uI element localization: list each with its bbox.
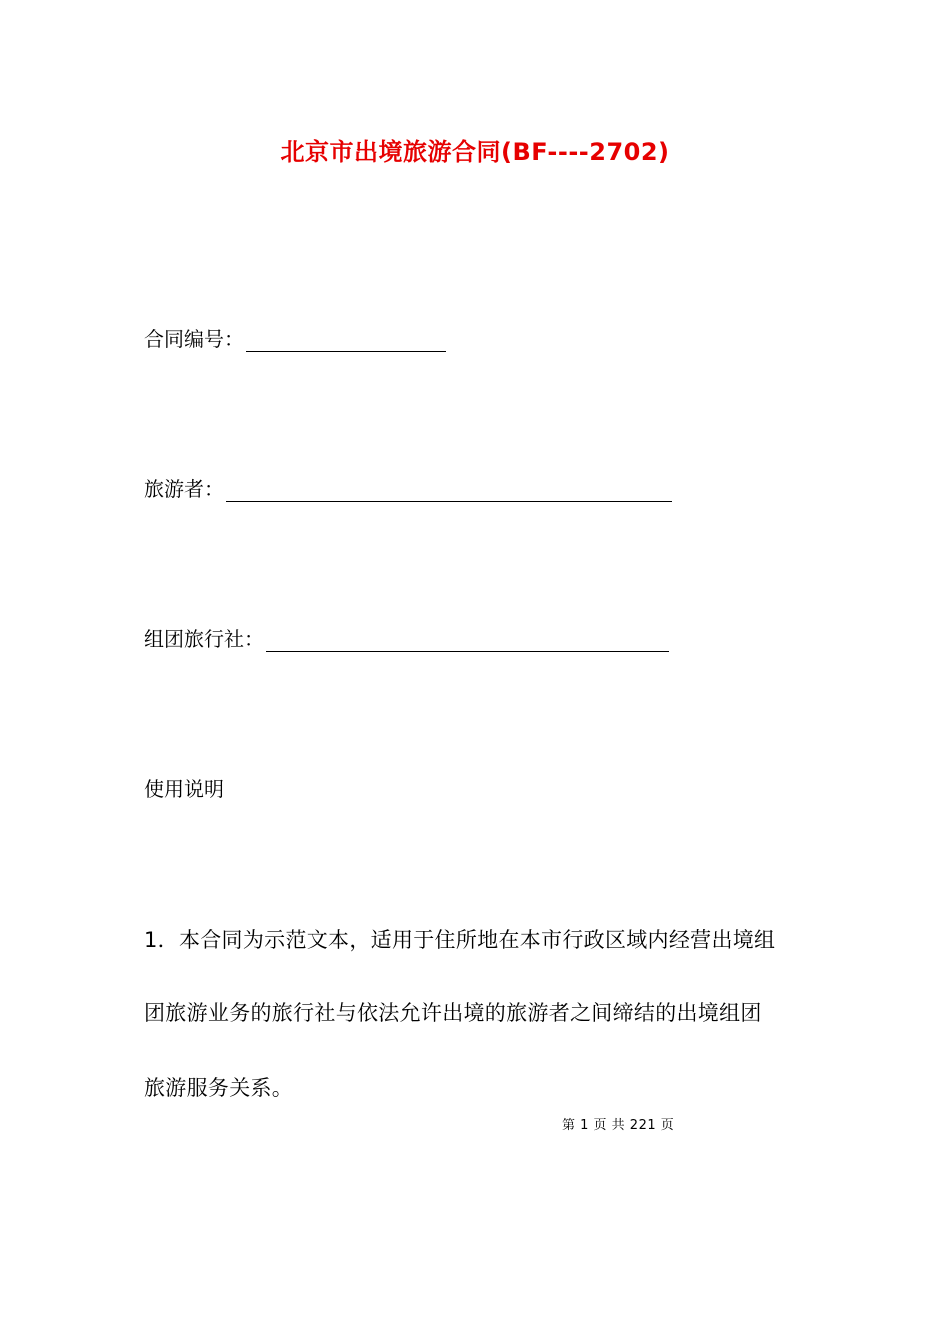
traveler-field (144, 472, 672, 502)
document-title: 北京市出境旅游合同(BF----2702) (280, 138, 670, 166)
contract-number-label: 合同编号： (144, 327, 244, 351)
instructions-heading: 使用说明 (144, 777, 224, 801)
page-number-footer: 第 1 页 共 221 页 (562, 1118, 675, 1133)
agency-label: 组团旅行社： (144, 627, 264, 651)
traveler-label: 旅游者： (144, 477, 224, 501)
instructions-paragraph-line-2: 团旅游业务的旅行社与依法允许出境的旅游者之间缔结的出境组团 (144, 1001, 762, 1025)
agency-field (144, 622, 669, 652)
agency-blank-line (266, 627, 669, 652)
instructions-paragraph-line-3: 旅游服务关系。 (144, 1076, 294, 1100)
contract-number-blank-line (246, 327, 446, 352)
contract-number-field (144, 322, 446, 352)
instructions-paragraph-line-1: 1．本合同为示范文本，适用于住所地在本市行政区域内经营出境组 (144, 928, 776, 952)
traveler-blank-line (226, 477, 672, 502)
